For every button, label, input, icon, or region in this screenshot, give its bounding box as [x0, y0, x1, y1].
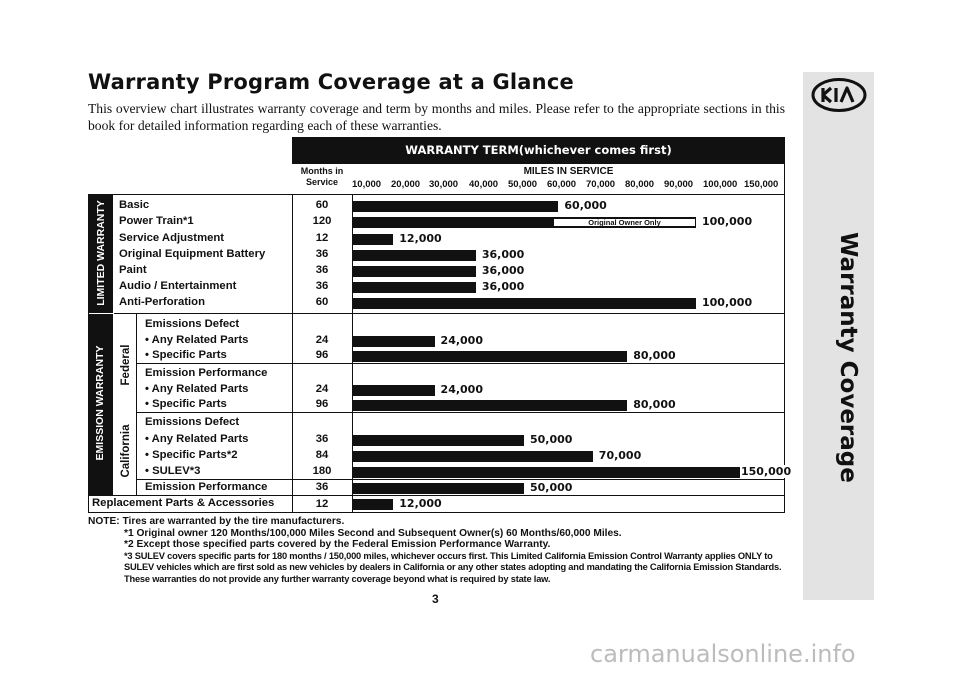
bar-miles-label: 24,000	[440, 334, 483, 347]
federal-label: Federal	[120, 344, 132, 386]
bar-miles-label: 80,000	[633, 349, 676, 362]
coverage-bar	[352, 266, 476, 277]
mile-tick: 10,000	[352, 179, 382, 190]
mile-tick: 30,000	[429, 179, 459, 190]
coverage-bar	[352, 435, 524, 446]
row-label: Emission Performance	[145, 481, 268, 493]
coverage-bar	[352, 467, 784, 478]
row-label: • Any Related Parts	[145, 334, 249, 346]
mile-tick: 150,000	[744, 179, 779, 190]
mile-tick: 20,000	[391, 179, 421, 190]
row-months: 84	[315, 449, 329, 461]
coverage-bar	[352, 451, 593, 462]
row-months: 36	[315, 248, 329, 260]
months-header	[292, 166, 352, 188]
bar-miles-label: 80,000	[633, 398, 676, 411]
bar-miles-label: 150,000	[741, 465, 792, 478]
row-months: 36	[315, 481, 329, 493]
coverage-bar	[352, 282, 476, 293]
bar-miles-label: 36,000	[481, 280, 525, 293]
row-months: 36	[315, 264, 329, 276]
row-label: Audio / Entertainment	[119, 280, 237, 292]
bar-miles-label: 24,000	[440, 383, 483, 396]
mile-tick: 70,000	[586, 179, 616, 190]
row-months: 36	[315, 280, 329, 292]
row-label: Emissions Defect	[145, 318, 240, 330]
bar-miles-label: 36,000	[481, 248, 525, 261]
row-months: 120	[312, 215, 332, 227]
coverage-bar	[352, 351, 627, 362]
bar-miles-label: 36,000	[481, 264, 525, 277]
row-label: Service Adjustment	[119, 232, 225, 244]
row-label: • Any Related Parts	[145, 383, 249, 395]
row-label: • Any Related Parts	[145, 433, 249, 445]
bar-miles-label: 60,000	[564, 199, 607, 212]
row-label: Emissions Defect	[145, 416, 240, 428]
limited-warranty-label: LIMITED WARRANTY	[95, 200, 107, 306]
row-months: 36	[315, 433, 329, 445]
note-1: *1 Original owner 120 Months/100,000 Miles Second and Subsequent Owner(s) 60 Months/60,000 Miles.	[124, 527, 622, 539]
mile-tick: 50,000	[508, 179, 538, 190]
coverage-bar	[352, 336, 435, 347]
row-months: 12	[315, 232, 329, 244]
mile-tick: 40,000	[469, 179, 499, 190]
coverage-bar	[352, 499, 393, 510]
mile-tick: 60,000	[547, 179, 577, 190]
row-label: • Specific Parts	[145, 398, 227, 410]
bar-miles-label: 70,000	[598, 449, 642, 462]
row-label: Emission Performance	[145, 367, 268, 379]
watermark: carmanualsonline.info	[590, 640, 856, 668]
row-months: 96	[315, 398, 329, 410]
coverage-bar	[352, 298, 696, 309]
row-label: • SULEV*3	[145, 465, 201, 477]
months-header-label: Months in Service	[300, 166, 344, 187]
row-label: Basic	[119, 199, 150, 211]
coverage-bar	[352, 400, 627, 411]
row-months: 12	[315, 498, 329, 510]
row-months: 24	[315, 383, 329, 395]
coverage-bar	[352, 250, 476, 261]
note-2: *2 Except those specified parts covered by the Federal Emission Performance Warranty.	[124, 539, 551, 550]
california-label: California	[120, 424, 132, 478]
row-months: 96	[315, 349, 329, 361]
row-label: Anti-Perforation	[119, 296, 205, 308]
page-title: Warranty Program Coverage at a Glance	[88, 70, 574, 94]
row-label: Original Equipment Battery	[119, 248, 266, 260]
mile-tick: 90,000	[664, 179, 694, 190]
miles-header: MILES IN SERVICE	[523, 166, 614, 177]
row-label: Paint	[119, 264, 147, 276]
intro-paragraph: This overview chart illustrates warranty coverage and term by months and miles. Please refer to the appropriate sections in this book for detailed information regarding each of these warranties.	[88, 101, 785, 133]
notes	[88, 516, 788, 585]
original-owner-note: Original Owner Only	[553, 218, 696, 227]
coverage-bar	[352, 385, 435, 396]
section-title: Warranty Coverage	[835, 232, 861, 483]
mile-tick: 80,000	[625, 179, 655, 190]
coverage-bar	[352, 201, 558, 212]
sidebar	[803, 72, 874, 600]
row-label: Replacement Parts & Accessories	[92, 497, 275, 509]
bar-miles-label: 12,000	[399, 232, 442, 245]
row-months: 60	[315, 296, 329, 308]
kia-logo	[811, 77, 867, 113]
coverage-bar	[352, 234, 393, 245]
row-label: • Specific Parts	[145, 349, 227, 361]
warranty-chart	[88, 137, 792, 512]
page-number: 3	[432, 592, 439, 606]
note-tires: NOTE: Tires are warranted by the tire manufacturers.	[88, 516, 345, 527]
row-months: 180	[312, 465, 332, 477]
row-label: • Specific Parts*2	[145, 449, 238, 461]
emission-warranty-label: EMISSION WARRANTY	[94, 345, 106, 461]
bar-miles-label: 12,000	[399, 497, 442, 510]
row-label: Power Train*1	[119, 215, 194, 227]
bar-miles-label: 50,000	[530, 433, 573, 446]
note-3: *3 SULEV covers specific parts for 180 months / 150,000 miles, whichever occurs first. This Limited California Emission Control Warranty applies ONLY to SULEV vehicles which are first sold as new vehicles by dealers in California or any other states adopting and mandating the California Emission Standards. These warranties do not provide any further warranty coverage beyond what is required by state law.	[124, 550, 782, 584]
row-months: 60	[315, 199, 329, 211]
bar-miles-label: 100,000	[702, 215, 753, 228]
row-months: 24	[315, 334, 329, 346]
coverage-bar	[352, 483, 524, 494]
term-header: WARRANTY TERM(whichever comes first)	[292, 137, 785, 164]
bar-miles-label: 100,000	[702, 296, 753, 309]
mile-tick: 100,000	[703, 179, 738, 190]
bar-miles-label: 50,000	[530, 481, 573, 494]
